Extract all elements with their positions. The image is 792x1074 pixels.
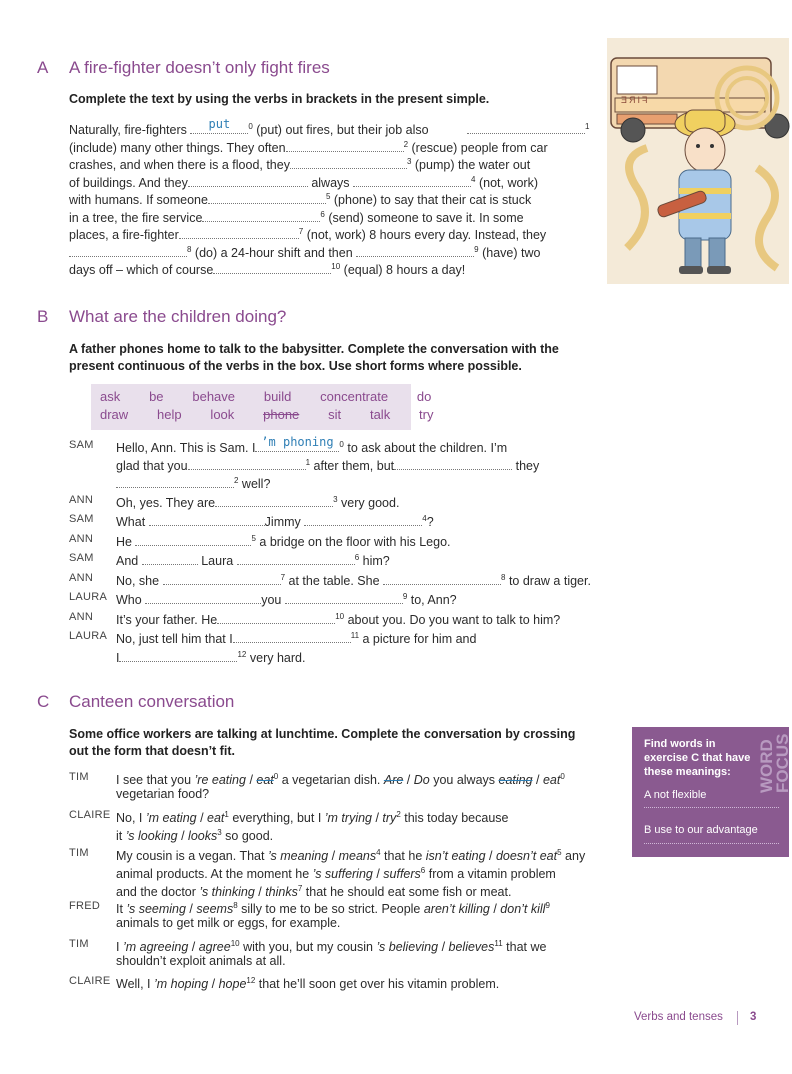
conversation-line: Well, I ’m hoping / hope$^{12}$ that he’ll soon get over his vitamin problem. — [116, 976, 500, 992]
option-right[interactable]: Do — [413, 773, 430, 788]
section-c-title: Canteen conversation — [69, 692, 235, 711]
conversation-line: shouldn’t exploit animals at all. — [116, 954, 286, 968]
page-number: 3 — [750, 1011, 757, 1023]
word-focus-heading-box — [757, 733, 791, 793]
section-c-instruction-2: out the form that doesn’t fit. — [69, 744, 235, 758]
speaker-label: ANN — [69, 611, 94, 623]
conversation-line: I ’m agreeing / agree$^{10}$ with you, but my cousin ’s believing / believes$^{11}$ that we — [116, 939, 547, 955]
conversation-line: It ’s seeming / seems$^8$ silly to me to be so strict. People aren’t killing / don’t kill$^9$ — [116, 901, 550, 917]
answer-blank-4a[interactable] — [188, 173, 308, 187]
dialogue-blank-7[interactable] — [163, 571, 281, 585]
speaker-label: SAM — [69, 552, 94, 564]
verb-phone-crossed: phone — [263, 407, 300, 422]
answer-blank-5[interactable] — [208, 190, 326, 204]
word-focus-item-b: B use to our advantage — [644, 824, 758, 836]
section-a-instruction: Complete the text by using the verbs in brackets in the present simple. — [69, 92, 490, 106]
dialogue-line: He $^5$ a bridge on the floor with his Lego. — [116, 534, 451, 550]
speaker-label: SAM — [69, 439, 94, 451]
option-right[interactable]: eat — [542, 773, 561, 788]
dialogue-line: What Jimmy $^4$? — [116, 514, 434, 530]
option-left[interactable]: isn’t eating — [425, 849, 486, 864]
option-right[interactable]: suffers — [383, 867, 421, 882]
option-crossed[interactable]: eating — [498, 773, 533, 788]
text-line-4: of buildings. And they always $^4$ (not, work) — [69, 174, 538, 190]
section-a-title: A fire-fighter doesn’t only fight fires — [69, 58, 330, 77]
dialogue-blank-8[interactable] — [383, 571, 501, 585]
section-b-title: What are the children doing? — [69, 307, 287, 326]
option-left[interactable]: ’s seeming — [126, 902, 186, 917]
dialogue-blank-6a[interactable] — [142, 551, 198, 565]
speaker-label: TIM — [69, 771, 89, 783]
section-b-instruction-1: A father phones home to talk to the babysitter. Complete the conversation with the — [69, 342, 559, 356]
text-line-1: Naturally, fire-fighters put $^0$ (put) out fires, but their job also — [69, 116, 429, 138]
dialogue-blank-5[interactable] — [135, 532, 251, 546]
speaker-label: TIM — [69, 847, 89, 859]
option-left[interactable]: ’m hoping — [153, 977, 209, 992]
text-line-2: (include) many other things. They often $^2$ (rescue) people from car — [69, 139, 548, 155]
word-focus-prompt: Find words in exercise C that have these meanings: — [644, 738, 751, 778]
dialogue-blank-2b[interactable] — [116, 474, 234, 488]
dialogue-blank-9a[interactable] — [145, 590, 261, 604]
word-focus-blank-b[interactable] — [644, 843, 779, 844]
option-right[interactable]: looks — [188, 829, 218, 844]
speaker-label: ANN — [69, 533, 94, 545]
text-line-5: with humans. If someone $^5$ (phone) to say that their cat is stuck — [69, 192, 532, 208]
answer-blank-7[interactable] — [179, 225, 299, 239]
dialogue-line: $^2$ well? — [116, 472, 270, 494]
option-right[interactable]: agree — [198, 940, 231, 955]
option-left[interactable]: ’s suffering — [312, 867, 373, 882]
option-left[interactable]: aren’t killing — [423, 902, 490, 917]
footer-divider — [737, 1011, 738, 1025]
speaker-label: LAURA — [69, 591, 108, 603]
dialogue-line: glad that you $^1$ after them, but they — [116, 458, 540, 474]
section-a-text: Naturally, fire-fighters put $^0$ (put) out fires, but their job also 1 (include) many other things. They often $^2$ (rescue) people from car crashes, and when there is a flood, they $^3$ (pump) the water out of buildings. And they always $^4$ (not, work) with humans. If someone $^5$ (phone) to say that their cat is stuck in a tree, the fire service $^6$ (send) someone to save it. In some places, a fire-fighter $^7$ (not, work) 8 hours every day. Instead, they $^8$ (do) a 24-hour shift and then $^9$ (have) two days off – which of course $^{10}$ (equal) 8 hours a day! — [69, 118, 591, 138]
dialogue-blank-4b[interactable] — [304, 512, 422, 526]
footer-section: Verbs and tenses — [634, 1011, 723, 1023]
answer-blank-10[interactable] — [213, 260, 331, 274]
verb-box-row-1: ask be behave build concentrate do — [100, 389, 432, 404]
word-focus-blank-a[interactable] — [644, 807, 779, 808]
dialogue-line: No, just tell him that I $^{11}$ a picture for him and — [116, 631, 477, 647]
dialogue-blank-12[interactable] — [119, 648, 237, 662]
answer-blank-8[interactable] — [69, 243, 187, 257]
option-right[interactable]: thinks — [265, 885, 298, 900]
answer-blank-0[interactable]: put — [190, 120, 248, 134]
dialogue-line: Oh, yes. They are $^3$ very good. — [116, 495, 400, 511]
option-left[interactable]: ’s looking — [125, 829, 178, 844]
conversation-line: and the doctor ’s thinking / thinks$^7$ that he should eat some fish or meat. — [116, 884, 512, 900]
text-line-9: days off – which of course $^{10}$ (equal) 8 hours a day! — [69, 262, 466, 278]
answer-blank-4b[interactable] — [353, 173, 471, 187]
answer-blank-2[interactable] — [286, 138, 404, 152]
option-crossed[interactable]: eat — [256, 773, 274, 788]
speaker-label: CLAIRE — [69, 975, 111, 987]
speaker-label: CLAIRE — [69, 809, 111, 821]
answer-blank-3[interactable] — [290, 155, 407, 169]
answer-blank-1[interactable] — [467, 120, 585, 134]
dialogue-line: No, she $^7$ at the table. She $^8$ to draw a tiger. — [116, 573, 591, 589]
speaker-label: LAURA — [69, 630, 108, 642]
speaker-label: ANN — [69, 494, 94, 506]
dialogue-blank-1[interactable] — [188, 456, 306, 470]
verb-box-row-2: draw help look phone sit talk try — [100, 407, 434, 422]
speaker-label: TIM — [69, 938, 89, 950]
word-focus-panel — [632, 727, 792, 857]
option-right[interactable]: don’t kill — [500, 902, 546, 917]
conversation-line: animals to get milk or eggs, for example. — [116, 916, 341, 930]
option-left[interactable]: ’m eating — [145, 811, 197, 826]
dialogue-blank-4a[interactable] — [149, 512, 265, 526]
section-b-instruction-2: present continuous of the verbs in the box. Use short forms where possible. — [69, 359, 522, 373]
dialogue-line: It’s your father. He $^{10}$ about you. Do you want to talk to him? — [116, 612, 561, 628]
text-line-3: crashes, and when there is a flood, they $^3$ (pump) the water out — [69, 157, 531, 173]
dialogue-blank-0[interactable]: ’m phoning — [255, 438, 339, 452]
text-line-6: in a tree, the fire service $^6$ (send) someone to save it. In some — [69, 209, 524, 225]
option-right[interactable]: believes — [448, 940, 495, 955]
answer-blank-9[interactable] — [356, 243, 474, 257]
dialogue-blank-2a[interactable] — [394, 456, 512, 470]
option-left[interactable]: ’s meaning — [267, 849, 329, 864]
conversation-line: animal products. At the moment he ’s suffering / suffers$^6$ from a vitamin problem — [116, 866, 556, 882]
answer-blank-6[interactable] — [202, 208, 320, 222]
option-right[interactable]: eat — [207, 811, 225, 826]
text-line-7: places, a fire-fighter $^7$ (not, work) 8 hours every day. Instead, they — [69, 227, 547, 243]
option-crossed[interactable]: Are — [383, 773, 404, 788]
dialogue-line: And Laura $^6$ him? — [116, 553, 390, 569]
dialogue-blank-9b[interactable] — [285, 590, 403, 604]
option-left[interactable]: ’m agreeing — [122, 940, 189, 955]
option-right[interactable]: try — [382, 811, 397, 826]
option-right[interactable]: seems — [196, 902, 234, 917]
dialogue-blank-3[interactable] — [215, 493, 333, 507]
option-right[interactable]: doesn’t eat — [495, 849, 558, 864]
section-b-letter: B — [37, 307, 49, 326]
truck-sign: FIRE — [619, 95, 648, 105]
dialogue-line: I $^{12}$ very hard. — [116, 650, 306, 666]
option-left[interactable]: ’s thinking — [199, 885, 255, 900]
dialogue-blank-11[interactable] — [233, 629, 351, 643]
option-left[interactable]: ’s believing — [376, 940, 439, 955]
speaker-label: ANN — [69, 572, 94, 584]
text-line-8: $^8$ (do) a 24-hour shift and then $^9$ (have) two — [69, 241, 540, 263]
firefighter-illustration — [607, 38, 789, 284]
conversation-line: No, I ’m eating / eat$^1$ everything, but I ’m trying / try$^2$ this today because — [116, 810, 509, 826]
word-focus-item-a: A not flexible — [644, 789, 707, 801]
option-right[interactable]: means — [338, 849, 377, 864]
speaker-label: SAM — [69, 513, 94, 525]
dialogue-line: Hello, Ann. This is Sam. I ’m phoning $^0$ to ask about the children. I’m — [116, 434, 508, 456]
speaker-label: FRED — [69, 900, 101, 912]
option-left[interactable]: ’re eating — [194, 773, 246, 788]
section-c-letter: C — [37, 692, 50, 711]
conversation-line: My cousin is a vegan. That ’s meaning / means$^4$ that he isn’t eating / doesn’t eat$^5$ any — [116, 848, 586, 864]
option-right[interactable]: hope — [218, 977, 247, 992]
conversation-line: it ’s looking / looks$^3$ so good. — [116, 828, 274, 844]
section-c-instruction-1: Some office workers are talking at lunchtime. Complete the conversation by crossing — [69, 727, 576, 741]
option-left[interactable]: ’m trying — [324, 811, 372, 826]
conversation-line: I see that you ’re eating / eat$^0$ a vegetarian dish. Are / Do you always eating / eat$^0$ — [116, 772, 565, 788]
section-a-letter: A — [37, 58, 49, 77]
conversation-line: vegetarian food? — [116, 787, 210, 801]
dialogue-blank-10[interactable] — [217, 610, 335, 624]
firefighter-drawing — [607, 38, 789, 284]
dialogue-line: Who you $^9$ to, Ann? — [116, 592, 457, 608]
word-focus-heading: WORD FOCUS — [757, 733, 792, 793]
dialogue-blank-6b[interactable] — [237, 551, 355, 565]
